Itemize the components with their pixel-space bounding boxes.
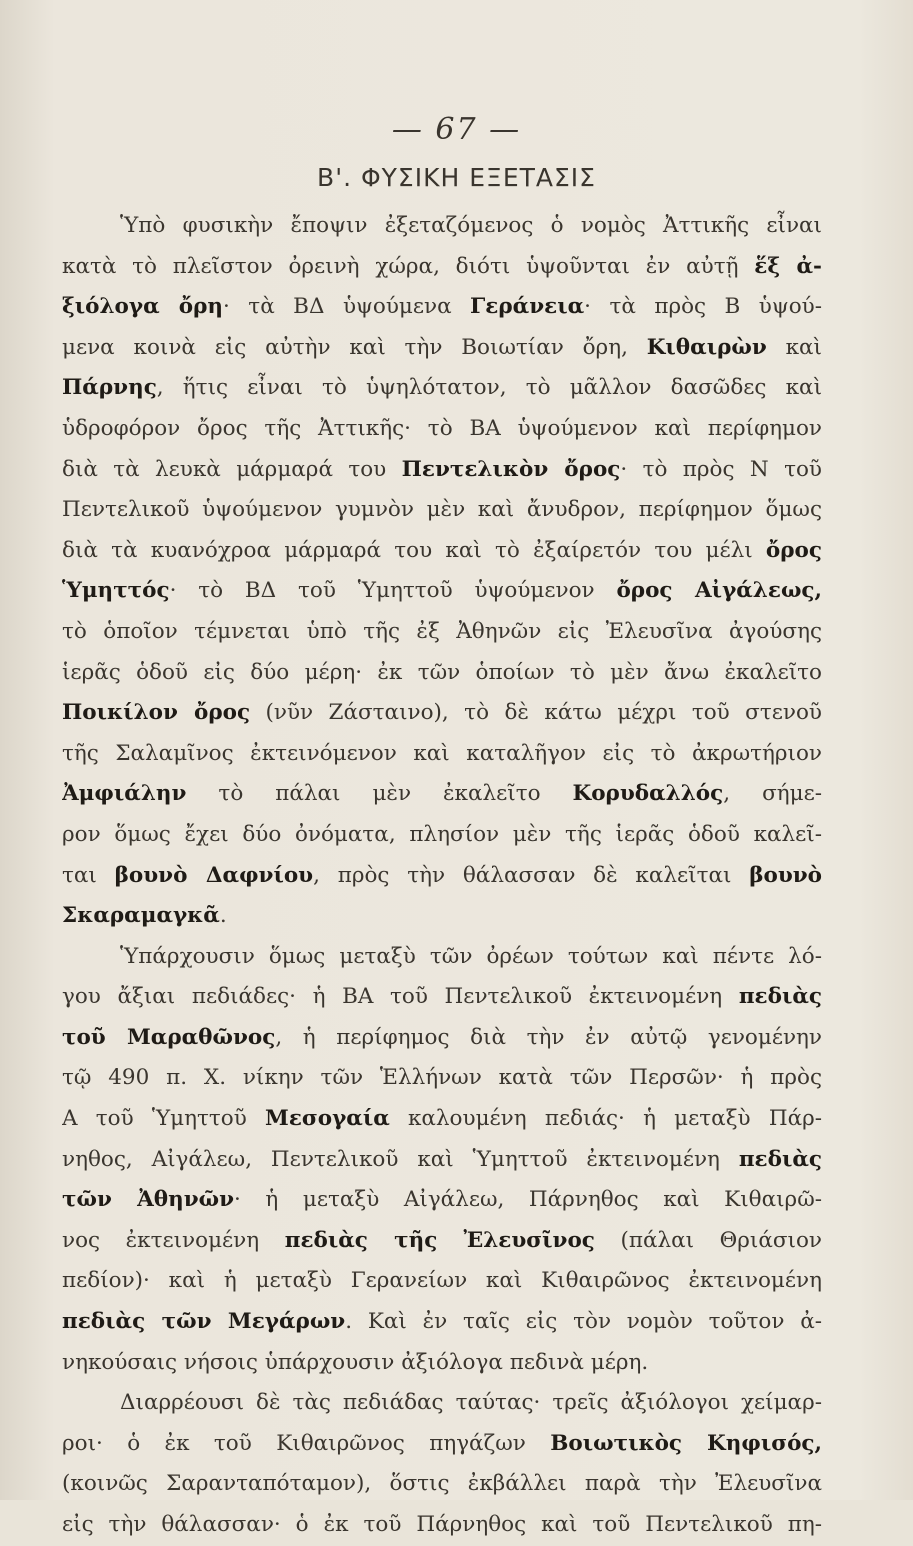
- text-segment: · ἡ μεταξὺ Αἰγάλεω, Πάρνηθος καὶ Κιθαιρῶ-: [234, 1187, 822, 1213]
- text-segment: (νῦν Ζάσταινο), τὸ δὲ κάτω μέχρι τοῦ στενοῦ: [250, 700, 822, 726]
- bold-term: Μεσογαία: [265, 1106, 390, 1132]
- text-segment: Διαρρέουσι δὲ τὰς πεδιάδας ταύτας· τρεῖς ἀξιόλογοι χείμαρ-: [120, 1390, 822, 1416]
- text-segment: καὶ: [766, 334, 822, 360]
- text-line: [62, 653, 822, 694]
- text-line: [62, 1424, 822, 1465]
- text-segment: καλουμένη πεδιάς· ἡ μεταξὺ Πάρ-: [389, 1106, 822, 1132]
- text-line: [62, 1221, 822, 1262]
- text-segment: · τὰ ΒΔ ὑψούμενα: [223, 294, 471, 320]
- text-line: [62, 612, 822, 653]
- text-segment: · τὰ πρὸς Β ὑψού-: [584, 294, 822, 320]
- text-line: [62, 815, 822, 856]
- bold-term: Σκαραμαγκᾶ: [62, 903, 220, 929]
- text-segment: τῷ 490 π. Χ. νίκην τῶν Ἑλλήνων κατὰ τῶν Περσῶν· ἡ πρὸς: [62, 1065, 822, 1091]
- text-line: [62, 1018, 822, 1059]
- text-segment: Ὑπὸ φυσικὴν ἔποψιν ἐξεταζόμενος ὁ νομὸς Ἀττικῆς εἶναι: [120, 213, 822, 238]
- section-title: Β'. ΦΥΣΙΚΗ ΕΞΕΤΑΣΙΣ: [317, 163, 596, 192]
- text-segment: μενα κοινὰ εἰς αὐτὴν καὶ τὴν Βοιωτίαν ὄρη,: [62, 334, 647, 360]
- bold-term: τοῦ Μαραθῶνος: [62, 1024, 276, 1050]
- text-segment: Πεντελικοῦ ὑψούμενον γυμνὸν μὲν καὶ ἄνυδρον, περίφημον ὅμως: [62, 497, 822, 523]
- bold-term: Ποικίλον ὄρος: [62, 700, 251, 726]
- text-segment: τῆς Σαλαμῖνος ἐκτεινόμενον καὶ καταλῆγον εἰς τὸ ἀκρωτήριον: [62, 740, 822, 766]
- text-segment: , πρὸς τὴν θάλασσαν δὲ καλεῖται: [313, 862, 750, 888]
- bold-term: Πάρνης: [62, 375, 157, 401]
- text-line: [62, 247, 822, 288]
- text-segment: διὰ τὰ κυανόχροα μάρμαρά του καὶ τὸ ἐξαίρετόν του μέλι: [62, 537, 766, 563]
- bold-term: βουνὸ Δαφνίου: [114, 862, 314, 888]
- text-line: [62, 734, 822, 775]
- text-line: [62, 571, 822, 612]
- page-number: — 67 —: [391, 112, 522, 147]
- text-segment: εἰς τὴν θάλασσαν· ὁ ἐκ τοῦ Πάρνηθος καὶ τοῦ Πεντελικοῦ πη-: [62, 1512, 822, 1537]
- bold-term: πεδιὰς τῶν Μεγάρων: [62, 1309, 346, 1335]
- bold-term: πεδιὰς τῆς Ἐλευσῖνος: [284, 1227, 595, 1253]
- text-segment: ται: [62, 862, 115, 888]
- text-segment: διὰ τὰ λευκὰ μάρμαρά του: [62, 456, 402, 482]
- text-segment: κατὰ τὸ πλεῖστον ὀρεινὴ χώρα, διότι ὑψοῦνται ἐν αὐτῇ: [62, 253, 755, 279]
- text-segment: , ἥτις εἶναι τὸ ὑψηλότατον, τὸ μᾶλλον δασῶδες καὶ: [156, 375, 822, 401]
- bold-term: Ὑμηττός: [62, 578, 170, 604]
- text-line: [62, 896, 822, 937]
- text-segment: ἱερᾶς ὁδοῦ εἰς δύο μέρη· ἐκ τῶν ὁποίων τὸ μὲν ἄνω ἐκαλεῖτο: [62, 659, 822, 685]
- text-line: [62, 1343, 822, 1384]
- bold-term: Βοιωτικὸς Κηφισός,: [550, 1430, 822, 1456]
- text-line: [62, 1058, 822, 1099]
- bold-term: ἕξ ἀ-: [754, 253, 822, 279]
- body-text: [62, 206, 822, 1546]
- text-line: [62, 1464, 822, 1505]
- bold-term: Κιθαιρὼν: [646, 334, 767, 360]
- text-segment: ροι· ὁ ἐκ τοῦ Κιθαιρῶνος πηγάζων: [62, 1430, 551, 1456]
- text-segment: (κοινῶς Σαρανταπόταμον), ὅστις ἐκβάλλει παρὰ τὴν Ἐλευσῖνα: [62, 1471, 822, 1497]
- text-line: [62, 328, 822, 369]
- text-segment: (πάλαι Θριάσιον: [594, 1227, 822, 1253]
- text-segment: Ὑπάρχουσιν ὅμως μεταξὺ τῶν ὀρέων τούτων καὶ πέντε λό-: [120, 943, 822, 969]
- bold-term: Ἀμφιάλην: [62, 781, 187, 807]
- text-line: [62, 1302, 822, 1343]
- text-line: [62, 1383, 822, 1424]
- text-segment: γου ἄξιαι πεδιάδες· ἡ ΒΑ τοῦ Πεντελικοῦ ἐκτεινομένη: [62, 984, 739, 1010]
- text-line: [62, 368, 822, 409]
- text-segment: τὸ πάλαι μὲν ἐκαλεῖτο: [186, 781, 573, 807]
- text-line: [62, 531, 822, 572]
- bold-term: Κορυδαλλός: [572, 781, 724, 807]
- text-segment: Α τοῦ Ὑμηττοῦ: [62, 1106, 266, 1132]
- text-segment: · τὸ πρὸς Ν τοῦ: [620, 456, 822, 482]
- text-segment: · τὸ ΒΔ τοῦ Ὑμηττοῦ ὑψούμενον: [169, 578, 617, 604]
- bold-term: βουνὸ: [749, 862, 822, 888]
- bold-term: ὄρος Αἰγάλεως,: [616, 578, 822, 604]
- text-line: [62, 1180, 822, 1221]
- text-segment: , σήμε-: [723, 781, 822, 807]
- text-line: [62, 937, 822, 978]
- text-line: [62, 490, 822, 531]
- text-line: [62, 450, 822, 491]
- bold-term: ξιόλογα ὄρη: [62, 294, 224, 320]
- text-segment: νηκούσαις νήσοις ὑπάρχουσιν ἀξιόλογα πεδινὰ μέρη.: [62, 1349, 649, 1375]
- text-segment: νηθος, Αἰγάλεω, Πεντελικοῦ καὶ Ὑμηττοῦ ἐκτεινομένη: [62, 1146, 739, 1172]
- text-segment: ρον ὅμως ἔχει δύο ὀνόματα, πλησίον μὲν τῆς ἱερᾶς ὁδοῦ καλεῖ-: [62, 821, 822, 847]
- text-line: [62, 409, 822, 450]
- text-line: [62, 856, 822, 897]
- text-segment: πεδίον)· καὶ ἡ μεταξὺ Γερανείων καὶ Κιθαιρῶνος ἐκτεινομένη: [62, 1268, 822, 1294]
- text-segment: τὸ ὁποῖον τέμνεται ὑπὸ τῆς ἐξ Ἀθηνῶν εἰς Ἐλευσῖνα ἀγούσης: [62, 618, 822, 644]
- text-line: [62, 287, 822, 328]
- text-line: [62, 1505, 822, 1546]
- bold-term: τῶν Ἀθηνῶν: [62, 1187, 235, 1213]
- text-line: [62, 206, 822, 247]
- text-segment: . Καὶ ἐν ταῖς εἰς τὸν νομὸν τοῦτον ἀ-: [345, 1309, 822, 1335]
- text-segment: ὑδροφόρον ὄρος τῆς Ἀττικῆς· τὸ ΒΑ ὑψούμενον καὶ περίφημον: [62, 415, 822, 441]
- text-line: [62, 693, 822, 734]
- text-segment: νος ἐκτεινομένη: [62, 1227, 285, 1253]
- bold-term: πεδιὰς: [738, 1146, 822, 1172]
- bold-term: Πεντελικὸν ὄρος: [401, 456, 621, 482]
- text-segment: .: [219, 903, 227, 929]
- bold-term: Γεράνεια: [470, 294, 585, 320]
- text-line: [62, 1140, 822, 1181]
- text-line: [62, 774, 822, 815]
- text-line: [62, 1099, 822, 1140]
- text-line: [62, 1261, 822, 1302]
- text-segment: , ἡ περίφημος διὰ τὴν ἐν αὐτῷ γενομένην: [275, 1024, 822, 1050]
- text-line: [62, 977, 822, 1018]
- bold-term: ὄρος: [765, 537, 822, 563]
- bold-term: πεδιὰς: [738, 984, 822, 1010]
